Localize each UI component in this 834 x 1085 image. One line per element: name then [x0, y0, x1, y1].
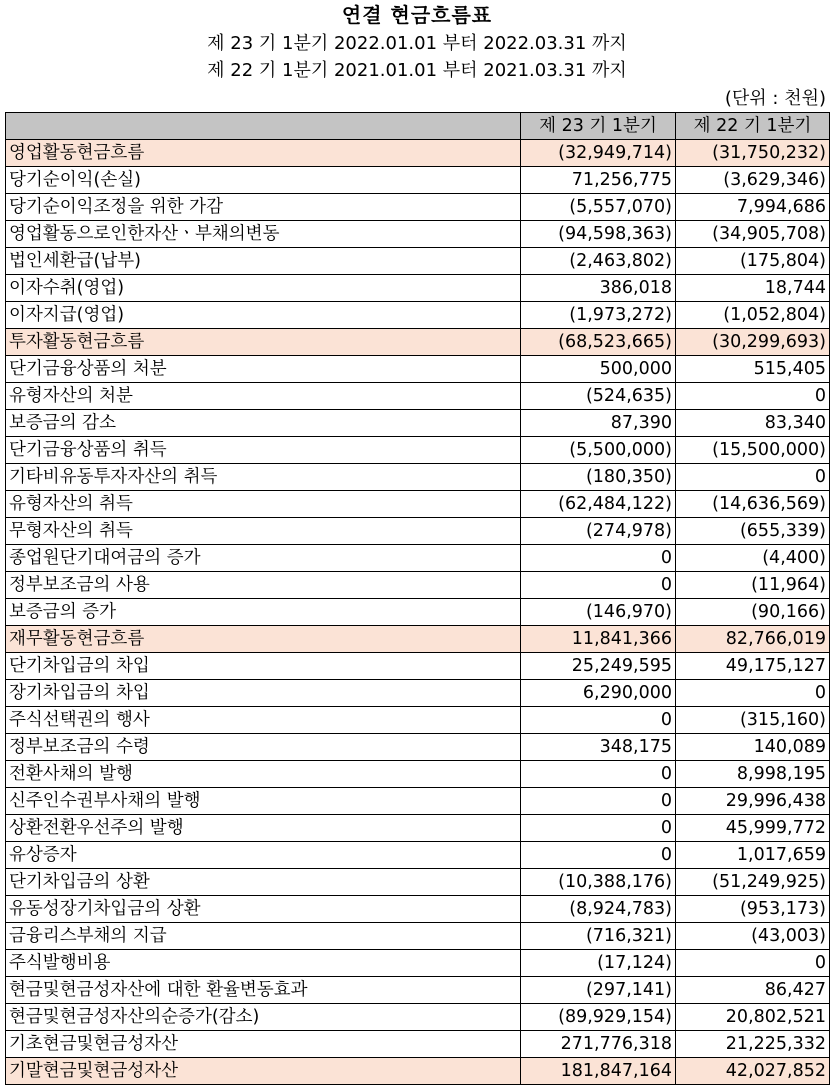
current-period-value: 386,018	[521, 275, 676, 302]
current-period-value: 0	[521, 842, 676, 869]
current-period-value: 11,841,366	[521, 626, 676, 653]
statement-title: 연결 현금흐름표	[341, 3, 493, 27]
prior-period-value: 45,999,772	[676, 815, 830, 842]
current-period-value: (716,321)	[521, 923, 676, 950]
row-label: 유상증자	[6, 842, 521, 869]
table-row	[6, 356, 830, 383]
current-period-value: 181,847,164	[521, 1058, 676, 1085]
header-label-cell	[6, 113, 521, 140]
row-label: 기초현금및현금성자산	[6, 1031, 521, 1058]
prior-period-value: (953,173)	[676, 896, 830, 923]
prior-period-value: 42,027,852	[676, 1058, 830, 1085]
table-row	[6, 923, 830, 950]
period-prior: 제 22 기 1분기 2021.01.01 부터 2021.03.31 까지	[207, 60, 627, 81]
row-label: 유형자산의 취득	[6, 491, 521, 518]
current-period-value: 87,390	[521, 410, 676, 437]
prior-period-value: 8,998,195	[676, 761, 830, 788]
prior-period-value: (51,249,925)	[676, 869, 830, 896]
cash-flow-table	[5, 112, 830, 1085]
prior-period-value: (15,500,000)	[676, 437, 830, 464]
current-period-value: 348,175	[521, 734, 676, 761]
prior-period-value: 20,802,521	[676, 1004, 830, 1031]
current-period-value: 0	[521, 707, 676, 734]
current-period-value: (62,484,122)	[521, 491, 676, 518]
current-period-value: 271,776,318	[521, 1031, 676, 1058]
current-period-value: (5,500,000)	[521, 437, 676, 464]
current-period-value: (524,635)	[521, 383, 676, 410]
row-label: 금융리스부채의 지급	[6, 923, 521, 950]
section-total-row	[6, 626, 830, 653]
prior-period-value: 83,340	[676, 410, 830, 437]
table-row	[6, 1031, 830, 1058]
table-row	[6, 518, 830, 545]
prior-period-value: (4,400)	[676, 545, 830, 572]
row-label: 현금및현금성자산의순증가(감소)	[6, 1004, 521, 1031]
table-row	[6, 572, 830, 599]
table-row	[6, 248, 830, 275]
prior-period-value: 0	[676, 464, 830, 491]
current-period-value: (297,141)	[521, 977, 676, 1004]
table-row	[6, 383, 830, 410]
prior-period-value: 18,744	[676, 275, 830, 302]
table-row	[6, 221, 830, 248]
section-total-row	[6, 329, 830, 356]
row-label: 투자활동현금흐름	[6, 329, 521, 356]
current-period-value: (1,973,272)	[521, 302, 676, 329]
current-period-value: 71,256,775	[521, 167, 676, 194]
prior-period-value: (315,160)	[676, 707, 830, 734]
table-row	[6, 761, 830, 788]
row-label: 무형자산의 취득	[6, 518, 521, 545]
table-row	[6, 491, 830, 518]
current-period-value: 6,290,000	[521, 680, 676, 707]
row-label: 장기차입금의 차입	[6, 680, 521, 707]
prior-period-value: (30,299,693)	[676, 329, 830, 356]
table-row	[6, 869, 830, 896]
prior-period-value: 86,427	[676, 977, 830, 1004]
row-label: 기타비유동투자자산의 취득	[6, 464, 521, 491]
prior-period-value: 21,225,332	[676, 1031, 830, 1058]
row-label: 신주인수권부사채의 발행	[6, 788, 521, 815]
row-label: 이자지급(영업)	[6, 302, 521, 329]
current-period-value: (32,949,714)	[521, 140, 676, 167]
current-period-value: (2,463,802)	[521, 248, 676, 275]
row-label: 단기금융상품의 취득	[6, 437, 521, 464]
current-period-value: 0	[521, 815, 676, 842]
unit-label: (단위 : 천원)	[724, 88, 826, 109]
prior-period-value: (11,964)	[676, 572, 830, 599]
prior-period-value: 7,994,686	[676, 194, 830, 221]
prior-period-value: (34,905,708)	[676, 221, 830, 248]
row-label: 주식발행비용	[6, 950, 521, 977]
table-row	[6, 410, 830, 437]
row-label: 현금및현금성자산에 대한 환율변동효과	[6, 977, 521, 1004]
table-row	[6, 842, 830, 869]
prior-period-value: 49,175,127	[676, 653, 830, 680]
prior-period-value: (31,750,232)	[676, 140, 830, 167]
prior-period-value: (175,804)	[676, 248, 830, 275]
current-period-value: 25,249,595	[521, 653, 676, 680]
row-label: 기말현금및현금성자산	[6, 1058, 521, 1085]
prior-period-value: (655,339)	[676, 518, 830, 545]
current-period-value: (8,924,783)	[521, 896, 676, 923]
section-total-row	[6, 1058, 830, 1085]
table-row	[6, 950, 830, 977]
prior-period-value: 140,089	[676, 734, 830, 761]
row-label: 단기차입금의 상환	[6, 869, 521, 896]
row-label: 당기순이익조정을 위한 가감	[6, 194, 521, 221]
row-label: 정부보조금의 수령	[6, 734, 521, 761]
row-label: 당기순이익(손실)	[6, 167, 521, 194]
table-row	[6, 707, 830, 734]
table-header-row	[6, 113, 830, 140]
prior-period-value: (3,629,346)	[676, 167, 830, 194]
current-period-value: 0	[521, 545, 676, 572]
row-label: 정부보조금의 사용	[6, 572, 521, 599]
current-period-value: 0	[521, 572, 676, 599]
row-label: 주식선택권의 행사	[6, 707, 521, 734]
table-row	[6, 437, 830, 464]
prior-period-value: (43,003)	[676, 923, 830, 950]
table-row	[6, 653, 830, 680]
period-current: 제 23 기 1분기 2022.01.01 부터 2022.03.31 까지	[207, 33, 627, 54]
row-label: 상환전환우선주의 발행	[6, 815, 521, 842]
table-row	[6, 788, 830, 815]
table-row	[6, 734, 830, 761]
prior-period-value: 29,996,438	[676, 788, 830, 815]
row-label: 법인세환급(납부)	[6, 248, 521, 275]
table-row	[6, 167, 830, 194]
current-period-value: (274,978)	[521, 518, 676, 545]
prior-period-value: 0	[676, 950, 830, 977]
header-current-period: 제 23 기 1분기	[521, 113, 676, 140]
table-row	[6, 896, 830, 923]
prior-period-value: (14,636,569)	[676, 491, 830, 518]
table-row	[6, 1004, 830, 1031]
prior-period-value: 82,766,019	[676, 626, 830, 653]
row-label: 유동성장기차입금의 상환	[6, 896, 521, 923]
row-label: 단기차입금의 차입	[6, 653, 521, 680]
row-label: 재무활동현금흐름	[6, 626, 521, 653]
current-period-value: 0	[521, 788, 676, 815]
row-label: 전환사채의 발행	[6, 761, 521, 788]
row-label: 단기금융상품의 처분	[6, 356, 521, 383]
prior-period-value: (90,166)	[676, 599, 830, 626]
table-row	[6, 194, 830, 221]
row-label: 영업활동으로인한자산ㆍ부채의변동	[6, 221, 521, 248]
row-label: 영업활동현금흐름	[6, 140, 521, 167]
prior-period-value: (1,052,804)	[676, 302, 830, 329]
row-label: 이자수취(영업)	[6, 275, 521, 302]
row-label: 종업원단기대여금의 증가	[6, 545, 521, 572]
row-label: 보증금의 증가	[6, 599, 521, 626]
prior-period-value: 0	[676, 383, 830, 410]
section-total-row	[6, 140, 830, 167]
prior-period-value: 1,017,659	[676, 842, 830, 869]
current-period-value: (17,124)	[521, 950, 676, 977]
current-period-value: 500,000	[521, 356, 676, 383]
table-row	[6, 464, 830, 491]
row-label: 유형자산의 처분	[6, 383, 521, 410]
row-label: 보증금의 감소	[6, 410, 521, 437]
prior-period-value: 0	[676, 680, 830, 707]
current-period-value: (89,929,154)	[521, 1004, 676, 1031]
table-row	[6, 275, 830, 302]
table-row	[6, 680, 830, 707]
current-period-value: (180,350)	[521, 464, 676, 491]
table-row	[6, 977, 830, 1004]
current-period-value: (146,970)	[521, 599, 676, 626]
table-row	[6, 599, 830, 626]
prior-period-value: 515,405	[676, 356, 830, 383]
table-row	[6, 302, 830, 329]
current-period-value: 0	[521, 761, 676, 788]
header-prior-period: 제 22 기 1분기	[676, 113, 830, 140]
current-period-value: (94,598,363)	[521, 221, 676, 248]
table-row	[6, 815, 830, 842]
current-period-value: (68,523,665)	[521, 329, 676, 356]
table-row	[6, 545, 830, 572]
current-period-value: (5,557,070)	[521, 194, 676, 221]
current-period-value: (10,388,176)	[521, 869, 676, 896]
